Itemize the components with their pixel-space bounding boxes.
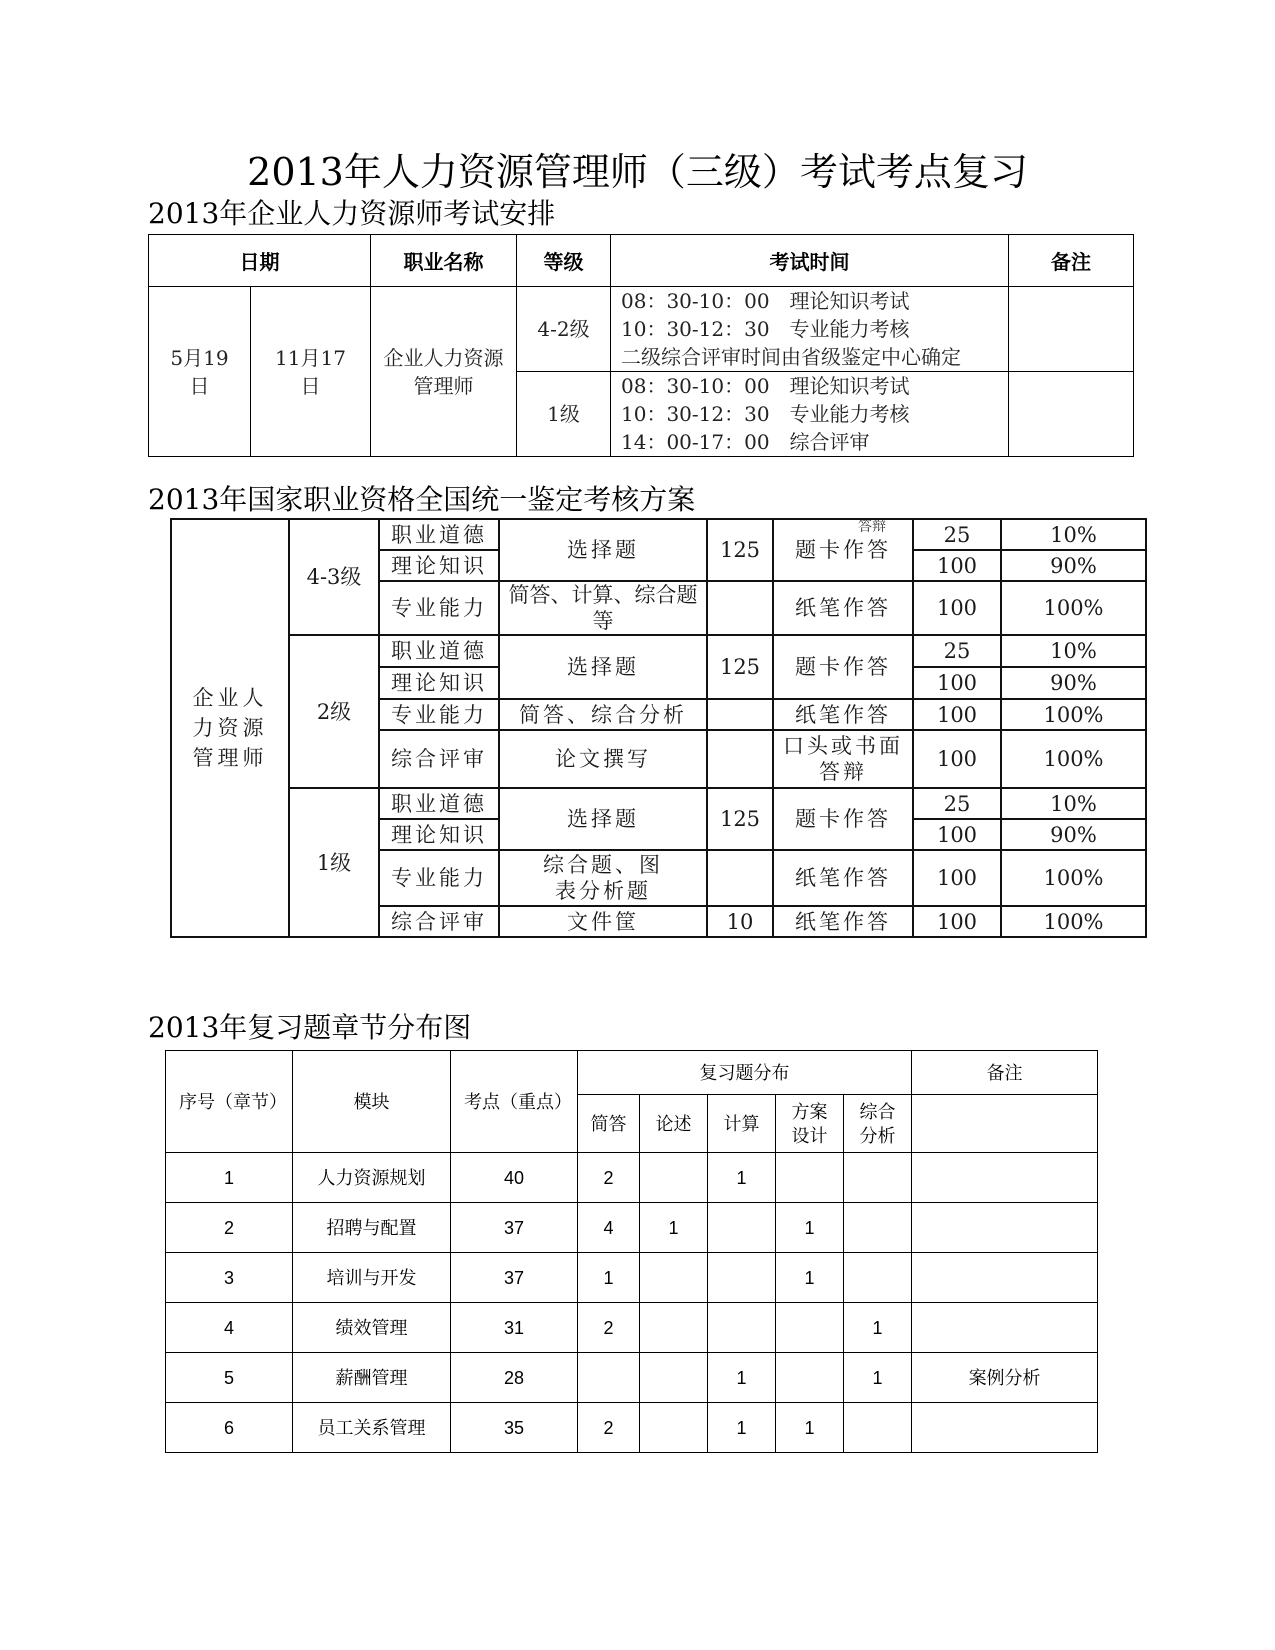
chapter-no-cell: 1 <box>166 1153 293 1203</box>
method-cell: 纸笔作答 <box>773 906 913 937</box>
date-november: 11月17日 <box>251 287 371 457</box>
short-answer-cell: 1 <box>578 1253 640 1303</box>
header-occupation: 职业名称 <box>371 235 517 287</box>
header-level: 等级 <box>517 235 611 287</box>
score-cell: 100 <box>913 550 1001 581</box>
calculation-cell: 1 <box>708 1353 776 1403</box>
score-cell: 25 <box>913 519 1001 550</box>
count-cell: 125 <box>707 519 773 581</box>
header-exam-time: 考试时间 <box>611 235 1009 287</box>
short-answer-cell: 2 <box>578 1303 640 1353</box>
occupation-name: 企业人力资源管理师 <box>371 287 517 457</box>
module-cell: 员工关系管理 <box>293 1403 451 1453</box>
weight-cell: 10% <box>1001 519 1146 550</box>
header-note-blank <box>912 1095 1098 1153</box>
table-header-row <box>166 1051 1098 1095</box>
count-cell: 10 <box>707 906 773 937</box>
chapter-no-cell: 2 <box>166 1203 293 1253</box>
weight-cell: 90% <box>1001 819 1146 850</box>
essay-cell <box>640 1353 708 1403</box>
weight-cell: 100% <box>1001 850 1146 906</box>
subject-cell: 职业道德 <box>379 635 499 667</box>
weight-cell: 10% <box>1001 635 1146 667</box>
points-cell: 35 <box>451 1403 578 1453</box>
level-cell: 4-3级 <box>289 519 379 635</box>
format-cell: 论文撰写 <box>499 730 707 788</box>
header-note: 备注 <box>1009 235 1134 287</box>
plan-design-cell: 1 <box>776 1203 844 1253</box>
calculation-cell <box>708 1303 776 1353</box>
method-cell: 纸笔作答 <box>773 699 913 730</box>
calculation-cell <box>708 1203 776 1253</box>
chapter-no-cell: 5 <box>166 1353 293 1403</box>
count-cell: 125 <box>707 635 773 699</box>
format-cell: 综合题、图表分析题 <box>499 850 707 906</box>
exam-schedule-table <box>148 234 1134 457</box>
score-cell: 100 <box>913 850 1001 906</box>
method-cell: 题卡作答 <box>773 635 913 699</box>
module-cell: 人力资源规划 <box>293 1153 451 1203</box>
header-short-answer: 简答 <box>578 1095 640 1153</box>
assessment-plan-table <box>170 518 1147 938</box>
module-cell: 薪酬管理 <box>293 1353 451 1403</box>
header-comprehensive-analysis: 综合分析 <box>844 1095 912 1153</box>
table-row <box>166 1353 1098 1403</box>
subject-cell: 专业能力 <box>379 850 499 906</box>
count-cell <box>707 699 773 730</box>
table-row <box>171 788 1146 819</box>
chapter-no-cell: 4 <box>166 1303 293 1353</box>
note-cell <box>912 1253 1098 1303</box>
comprehensive-cell: 1 <box>844 1303 912 1353</box>
format-cell: 选择题 <box>499 788 707 850</box>
table-row <box>171 635 1146 667</box>
method-cell: 题卡作答 <box>773 519 913 581</box>
short-answer-cell: 2 <box>578 1403 640 1453</box>
chapter-no-cell: 6 <box>166 1403 293 1453</box>
plan-design-cell <box>776 1353 844 1403</box>
level-cell: 2级 <box>289 635 379 788</box>
short-answer-cell: 2 <box>578 1153 640 1203</box>
score-cell: 100 <box>913 819 1001 850</box>
calculation-cell: 1 <box>708 1403 776 1453</box>
score-cell: 100 <box>913 906 1001 937</box>
calculation-cell <box>708 1253 776 1303</box>
header-essay: 论述 <box>640 1095 708 1153</box>
section-heading-chapter-distribution: 2013年复习题章节分布图 <box>148 1011 472 1044</box>
header-date: 日期 <box>149 235 371 287</box>
count-cell: 125 <box>707 788 773 850</box>
module-cell: 绩效管理 <box>293 1303 451 1353</box>
header-key-points: 考点（重点） <box>451 1051 578 1153</box>
note-cell <box>1009 372 1134 457</box>
weight-cell: 90% <box>1001 550 1146 581</box>
weight-cell: 100% <box>1001 730 1146 788</box>
header-plan-design: 方案设计 <box>776 1095 844 1153</box>
points-cell: 28 <box>451 1353 578 1403</box>
short-answer-cell: 4 <box>578 1203 640 1253</box>
document-title: 2013年人力资源管理师（三级）考试考点复习 <box>247 150 1028 194</box>
level-cell: 1级 <box>517 372 611 457</box>
header-note: 备注 <box>912 1051 1098 1095</box>
points-cell: 31 <box>451 1303 578 1353</box>
table-row <box>166 1403 1098 1453</box>
essay-cell <box>640 1303 708 1353</box>
plan-design-cell <box>776 1153 844 1203</box>
weight-cell: 100% <box>1001 906 1146 937</box>
points-cell: 37 <box>451 1253 578 1303</box>
comprehensive-cell <box>844 1253 912 1303</box>
comprehensive-cell: 1 <box>844 1353 912 1403</box>
plan-design-cell <box>776 1303 844 1353</box>
table-row <box>171 519 1146 550</box>
method-cell: 纸笔作答 <box>773 850 913 906</box>
comprehensive-cell <box>844 1153 912 1203</box>
subject-cell: 理论知识 <box>379 667 499 699</box>
essay-cell: 1 <box>640 1203 708 1253</box>
subject-cell: 职业道德 <box>379 519 499 550</box>
comprehensive-cell <box>844 1403 912 1453</box>
subject-cell: 理论知识 <box>379 550 499 581</box>
weight-cell: 90% <box>1001 667 1146 699</box>
format-cell: 简答、综合分析 <box>499 699 707 730</box>
table-row <box>149 287 1134 372</box>
weight-cell: 100% <box>1001 581 1146 635</box>
module-cell: 招聘与配置 <box>293 1203 451 1253</box>
scan-cut-text: 答辩 <box>858 519 886 535</box>
subject-cell: 理论知识 <box>379 819 499 850</box>
chapter-no-cell: 3 <box>166 1253 293 1303</box>
weight-cell: 100% <box>1001 699 1146 730</box>
note-cell <box>1009 287 1134 372</box>
score-cell: 100 <box>913 667 1001 699</box>
table-row <box>166 1153 1098 1203</box>
section-heading-exam-schedule: 2013年企业人力资源师考试安排 <box>148 197 556 230</box>
score-cell: 100 <box>913 699 1001 730</box>
subject-cell: 职业道德 <box>379 788 499 819</box>
table-row <box>166 1303 1098 1353</box>
calculation-cell: 1 <box>708 1153 776 1203</box>
count-cell <box>707 850 773 906</box>
subject-cell: 专业能力 <box>379 699 499 730</box>
exam-time-cell: 08：30-10：00 理论知识考试 10：30-12：30 专业能力考核 二级综合评审时间由省级鉴定中心确定 <box>611 287 1009 372</box>
section-heading-assessment-plan: 2013年国家职业资格全国统一鉴定考核方案 <box>148 483 696 516</box>
score-cell: 25 <box>913 788 1001 819</box>
format-cell: 简答、计算、综合题等 <box>499 581 707 635</box>
score-cell: 100 <box>913 730 1001 788</box>
comprehensive-cell <box>844 1203 912 1253</box>
note-cell <box>912 1403 1098 1453</box>
format-cell: 文件筐 <box>499 906 707 937</box>
method-cell: 题卡作答 <box>773 788 913 850</box>
chapter-distribution-table <box>165 1050 1098 1453</box>
note-cell <box>912 1303 1098 1353</box>
occupation-cell: 企业人力资源管理师 <box>171 519 289 937</box>
score-cell: 25 <box>913 635 1001 667</box>
format-cell: 选择题 <box>499 519 707 581</box>
count-cell <box>707 581 773 635</box>
method-cell: 口头或书面答辩 <box>773 730 913 788</box>
subject-cell: 综合评审 <box>379 730 499 788</box>
essay-cell <box>640 1153 708 1203</box>
header-module: 模块 <box>293 1051 451 1153</box>
exam-time-cell: 08：30-10：00 理论知识考试 10：30-12：30 专业能力考核 14：00-17：00 综合评审 <box>611 372 1009 457</box>
level-cell: 1级 <box>289 788 379 937</box>
essay-cell <box>640 1253 708 1303</box>
score-cell: 100 <box>913 581 1001 635</box>
table-row <box>166 1203 1098 1253</box>
points-cell: 40 <box>451 1153 578 1203</box>
table-row <box>166 1253 1098 1303</box>
essay-cell <box>640 1403 708 1453</box>
note-cell <box>912 1203 1098 1253</box>
format-cell: 选择题 <box>499 635 707 699</box>
plan-design-cell: 1 <box>776 1253 844 1303</box>
date-may: 5月19日 <box>149 287 251 457</box>
weight-cell: 10% <box>1001 788 1146 819</box>
header-distribution: 复习题分布 <box>578 1051 912 1095</box>
note-cell: 案例分析 <box>912 1353 1098 1403</box>
plan-design-cell: 1 <box>776 1403 844 1453</box>
header-calculation: 计算 <box>708 1095 776 1153</box>
subject-cell: 专业能力 <box>379 581 499 635</box>
table-header-row <box>149 235 1134 287</box>
level-cell: 4-2级 <box>517 287 611 372</box>
header-chapter-no: 序号（章节） <box>166 1051 293 1153</box>
subject-cell: 综合评审 <box>379 906 499 937</box>
short-answer-cell <box>578 1353 640 1403</box>
count-cell <box>707 730 773 788</box>
method-cell: 纸笔作答 <box>773 581 913 635</box>
points-cell: 37 <box>451 1203 578 1253</box>
note-cell <box>912 1153 1098 1203</box>
module-cell: 培训与开发 <box>293 1253 451 1303</box>
